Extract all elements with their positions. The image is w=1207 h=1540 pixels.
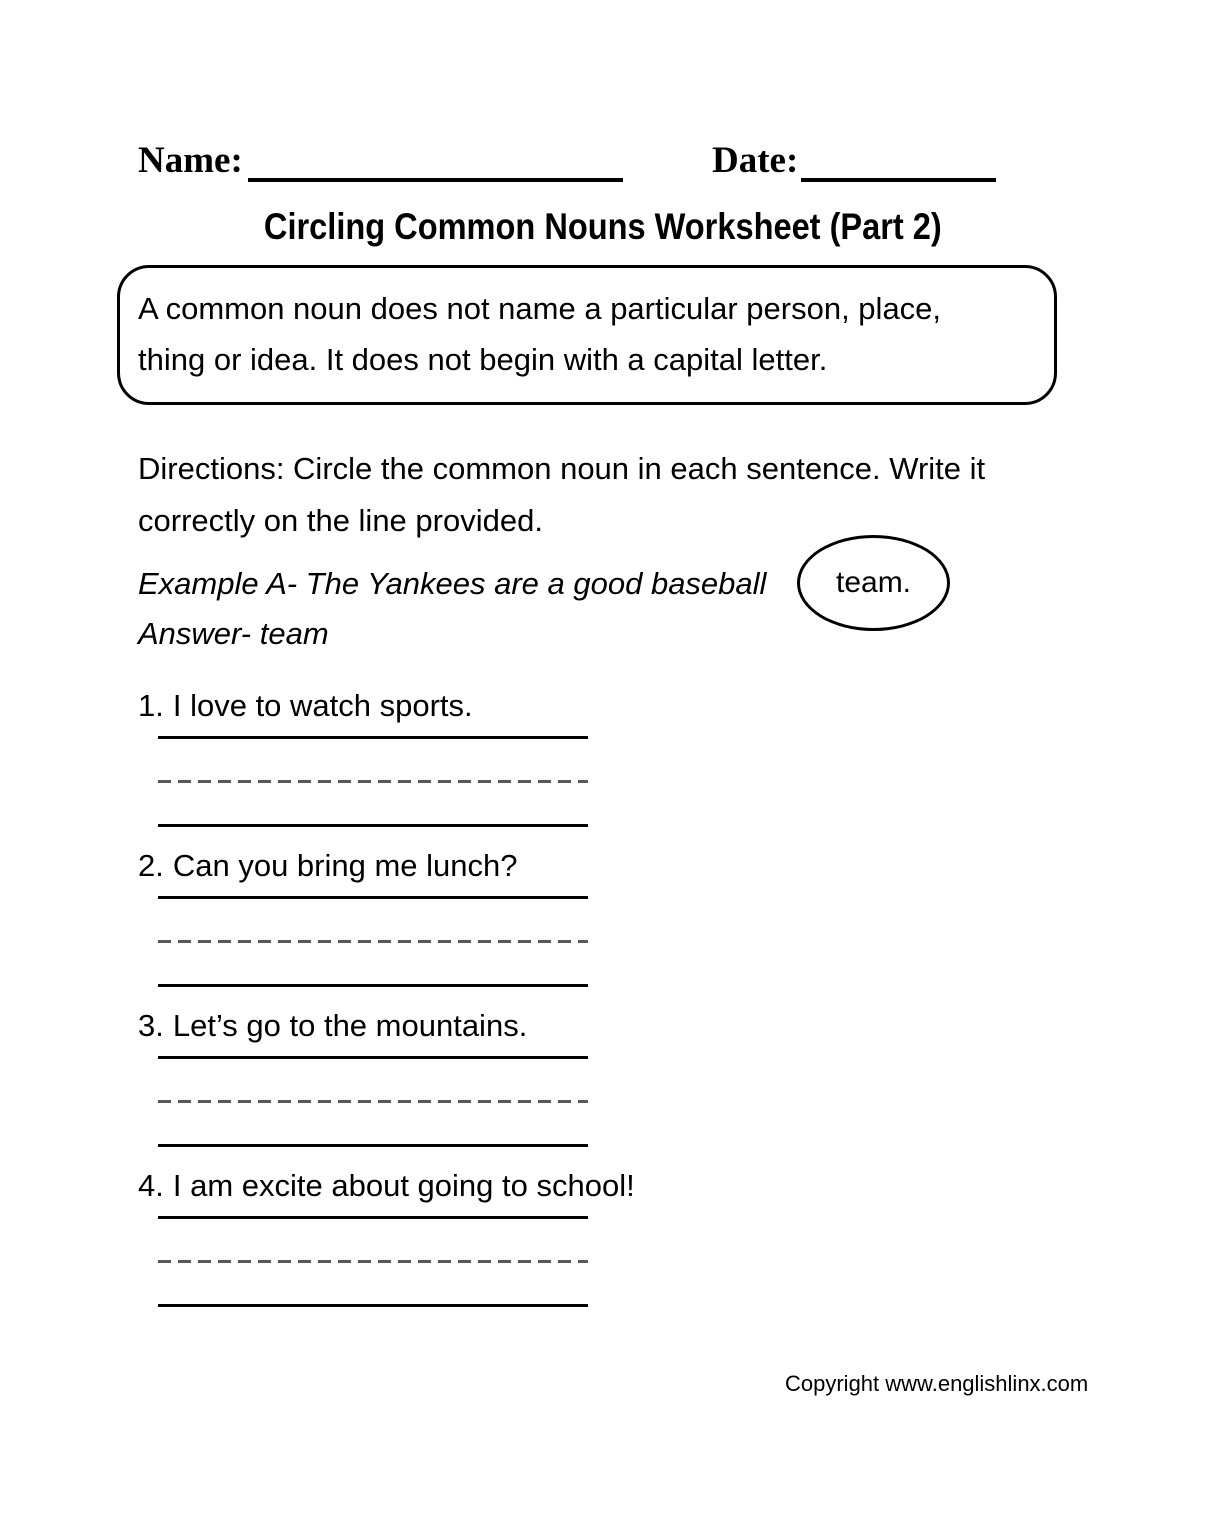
question-text [138, 1167, 898, 1205]
name-label: Name: [138, 140, 243, 181]
writing-line-top [158, 1056, 588, 1059]
question-block-4 [138, 1167, 898, 1307]
writing-line-middle-dashed [158, 1100, 588, 1103]
copyright-text: Copyright www.englishlinx.com [785, 1371, 1089, 1396]
question-number: 4. [138, 1168, 164, 1203]
date-field-group [712, 141, 798, 181]
date-blank-line[interactable] [801, 178, 996, 182]
writing-line-top [158, 896, 588, 899]
writing-line-bottom [158, 984, 588, 987]
example-answer-label: Answer- team [138, 616, 329, 651]
example-answer-circle [797, 535, 950, 631]
answer-writing-lines[interactable] [158, 896, 588, 987]
question-block-3 [138, 1007, 898, 1147]
writing-line-middle-dashed [158, 940, 588, 943]
writing-line-middle-dashed [158, 780, 588, 783]
writing-line-bottom [158, 1304, 588, 1307]
question-number: 3. [138, 1008, 164, 1043]
question-text [138, 847, 898, 885]
name-blank-line[interactable] [248, 178, 623, 182]
answer-writing-lines[interactable] [158, 1216, 588, 1307]
writing-line-middle-dashed [158, 1260, 588, 1263]
writing-line-top [158, 1216, 588, 1219]
question-sentence: I love to watch sports. [172, 688, 473, 723]
name-field-group [138, 141, 243, 181]
writing-line-bottom [158, 824, 588, 827]
circled-word: team. [835, 566, 912, 599]
definition-text: A common noun does not name a particular person, place, thing or idea. It does not begin with a capital letter. [138, 291, 942, 377]
question-number: 1. [138, 688, 164, 723]
question-block-1 [138, 687, 898, 827]
question-sentence: Let’s go to the mountains. [172, 1008, 528, 1043]
question-number: 2. [138, 848, 164, 883]
question-sentence: Can you bring me lunch? [172, 848, 518, 883]
writing-line-bottom [158, 1144, 588, 1147]
question-block-2 [138, 847, 898, 987]
answer-writing-lines[interactable] [158, 1056, 588, 1147]
question-sentence: I am excite about going to school! [172, 1168, 635, 1203]
answer-writing-lines[interactable] [158, 736, 588, 827]
question-text [138, 1007, 898, 1045]
example-prompt: Example A- The Yankees are a good baseball [138, 566, 767, 601]
worksheet-title: Circling Common Nouns Worksheet (Part 2) [263, 206, 942, 247]
writing-line-top [158, 736, 588, 739]
directions-text: Directions: Circle the common noun in each sentence. Write it correctly on the line provided. [138, 451, 986, 538]
date-label: Date: [712, 140, 799, 181]
definition-box [117, 265, 1057, 405]
question-text [138, 687, 898, 725]
